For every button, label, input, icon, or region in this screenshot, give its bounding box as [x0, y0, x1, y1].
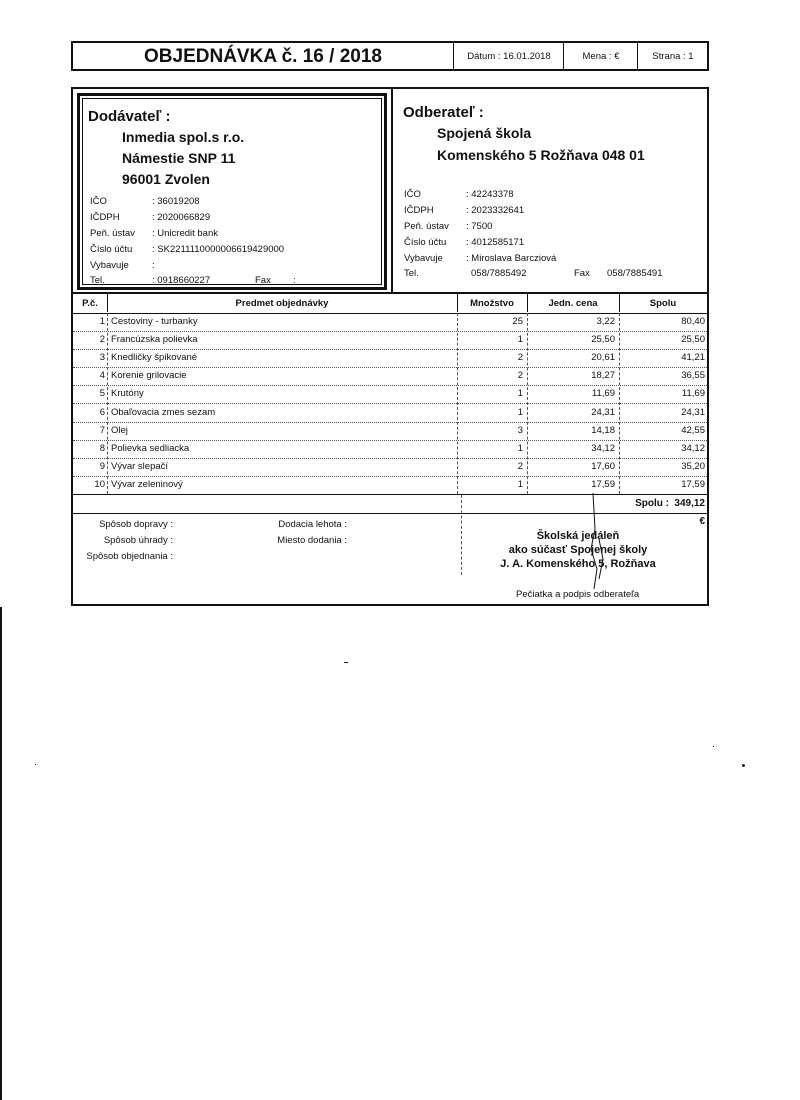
row-quantity: 2	[517, 460, 523, 472]
customer-contact: : Miroslava Barcziová	[466, 253, 557, 264]
row-total: 42,55	[681, 424, 705, 436]
row-unit-price: 17,59	[591, 478, 615, 490]
table-row	[73, 349, 707, 368]
row-quantity: 1	[517, 478, 523, 490]
table-row	[73, 458, 707, 477]
row-quantity: 25	[512, 316, 523, 327]
supplier-account: : SK2211110000006619429000	[152, 244, 285, 255]
row-total: 80,40	[681, 316, 705, 327]
table-row	[73, 331, 707, 350]
customer-bank-label: Peň. ústav	[404, 221, 449, 232]
order-body	[71, 87, 709, 606]
col-qty-header: Množstvo	[470, 298, 514, 309]
total-value: 349,12 €	[674, 498, 705, 527]
row-unit-price: 11,69	[591, 388, 615, 400]
row-item: Polievka sedliacka	[111, 442, 190, 454]
customer-fax: 058/7885491	[607, 268, 663, 279]
supplier-street: Námestie SNP 11	[122, 150, 236, 166]
scan-speck	[35, 764, 36, 765]
col-total-header: Spolu	[649, 298, 677, 309]
row-unit-price: 20,61	[591, 352, 615, 364]
table-row	[73, 367, 707, 386]
stamp-line-2: ako súčasť Spojenej školy	[508, 544, 648, 556]
supplier-box	[77, 93, 387, 290]
row-total: 34,12	[681, 442, 705, 454]
signature-caption: Pečiatka a podpis odberateľa	[516, 589, 640, 600]
row-total: 36,55	[681, 370, 705, 382]
row-number: 2	[99, 334, 105, 346]
supplier-ico-label: IČO	[90, 196, 107, 207]
customer-ico-label: IČO	[404, 189, 421, 200]
col-no-header: P.č.	[82, 298, 98, 309]
row-item: Vývar zeleninový	[111, 478, 183, 490]
supplier-fax: :	[293, 275, 296, 286]
delivery-term-label: Dodacia lehota :	[278, 519, 347, 530]
customer-icdph: : 2023332641	[466, 205, 525, 216]
scan-edge	[0, 607, 2, 1100]
row-number: 3	[99, 352, 105, 364]
stamp-line-1: Školská jedáleň	[536, 530, 620, 542]
party-divider	[391, 89, 393, 292]
row-total: 17,59	[681, 478, 705, 490]
row-item: Cestoviny - turbanky	[111, 316, 198, 327]
supplier-contact: :	[152, 260, 155, 271]
customer-address: Komenského 5 Rožňava 048 01	[437, 147, 645, 163]
row-total: 25,50	[681, 334, 705, 346]
supplier-contact-label: Vybavuje	[90, 260, 129, 271]
row-unit-price: 3,22	[596, 316, 615, 327]
supplier-tel: : 0918660227	[152, 275, 211, 286]
signature-scribble	[573, 489, 633, 599]
row-quantity: 2	[517, 352, 523, 364]
row-quantity: 1	[517, 334, 523, 346]
scan-speck	[742, 764, 745, 767]
order-page: Strana : 1	[637, 43, 708, 69]
table-row	[73, 404, 707, 423]
row-number: 1	[99, 316, 105, 327]
customer-tel-label: Tel.	[404, 268, 419, 279]
row-quantity: 3	[517, 424, 523, 436]
supplier-ico: : 36019208	[152, 196, 200, 207]
row-unit-price: 14,18	[591, 424, 615, 436]
supplier-icdph-label: IČDPH	[90, 212, 120, 223]
row-unit-price: 34,12	[591, 442, 615, 454]
ordering-label: Spôsob objednania :	[86, 551, 173, 562]
customer-icdph-label: IČDPH	[404, 205, 434, 216]
row-number: 6	[99, 406, 105, 418]
row-number: 7	[99, 424, 105, 436]
order-currency: Mena : €	[563, 43, 638, 69]
row-item: Knedličky špikované	[111, 352, 198, 364]
supplier-bank-label: Peň. ústav	[90, 228, 135, 239]
supplier-icdph: : 2020066829	[152, 212, 211, 223]
row-unit-price: 17,60	[591, 460, 615, 472]
row-total: 24,31	[681, 406, 705, 418]
customer-fax-label: Fax	[574, 268, 590, 279]
row-quantity: 1	[517, 406, 523, 418]
table-row	[73, 313, 707, 332]
supplier-city: 96001 Zvolen	[122, 171, 210, 187]
row-quantity: 1	[517, 388, 523, 400]
row-item: Korenie grilovacie	[111, 370, 187, 382]
col-price-header: Jedn. cena	[548, 298, 598, 309]
supplier-heading: Dodávateľ :	[88, 108, 171, 125]
scan-speck	[344, 662, 348, 663]
delivery-place-label: Miesto dodania :	[277, 535, 347, 546]
row-number: 9	[99, 460, 105, 472]
total-label: Spolu :	[635, 498, 669, 509]
customer-tel: 058/7885492	[471, 268, 527, 279]
stamp-line-3: J. A. Komenského 5, Rožňava	[500, 558, 656, 570]
customer-account: : 4012585171	[466, 237, 525, 248]
supplier-bank: : Unicredit bank	[152, 228, 219, 239]
table-row	[73, 385, 707, 404]
row-number: 8	[99, 442, 105, 454]
row-number: 5	[99, 388, 105, 400]
row-unit-price: 24,31	[591, 406, 615, 418]
supplier-fax-label: Fax	[255, 275, 271, 286]
row-unit-price: 25,50	[591, 334, 615, 346]
row-total: 35,20	[681, 460, 705, 472]
table-header	[73, 292, 707, 314]
customer-name: Spojená škola	[437, 125, 532, 141]
customer-account-label: Číslo účtu	[404, 237, 447, 248]
customer-bank: : 7500	[466, 221, 493, 232]
customer-ico: : 42243378	[466, 189, 514, 200]
row-item: Vývar slepačí	[111, 460, 169, 472]
table-row	[73, 422, 707, 441]
row-item: Krutóny	[111, 388, 144, 400]
supplier-account-label: Číslo účtu	[90, 244, 133, 255]
row-number: 10	[94, 478, 105, 490]
row-quantity: 2	[517, 370, 523, 382]
row-unit-price: 18,27	[591, 370, 615, 382]
order-header	[71, 41, 709, 71]
row-item: Olej	[111, 424, 128, 436]
customer-contact-label: Vybavuje	[404, 253, 443, 264]
row-total: 11,69	[681, 388, 705, 400]
transport-label: Spôsob dopravy :	[99, 519, 173, 530]
supplier-tel-label: Tel.	[90, 275, 105, 286]
supplier-name: Inmedia spol.s r.o.	[122, 129, 245, 145]
scan-speck	[713, 746, 714, 747]
order-date: Dátum : 16.01.2018	[453, 43, 564, 69]
row-total: 41,21	[681, 352, 705, 364]
customer-heading: Odberateľ :	[403, 104, 484, 121]
payment-label: Spôsob úhrady :	[103, 535, 173, 546]
col-item-header: Predmet objednávky	[235, 298, 329, 309]
row-item: Francúzska polievka	[111, 334, 198, 346]
table-row	[73, 440, 707, 459]
row-item: Obaľovacia zmes sezam	[111, 406, 216, 418]
row-number: 4	[99, 370, 105, 382]
row-quantity: 1	[517, 442, 523, 454]
order-title: OBJEDNÁVKA č. 16 / 2018	[144, 46, 382, 67]
